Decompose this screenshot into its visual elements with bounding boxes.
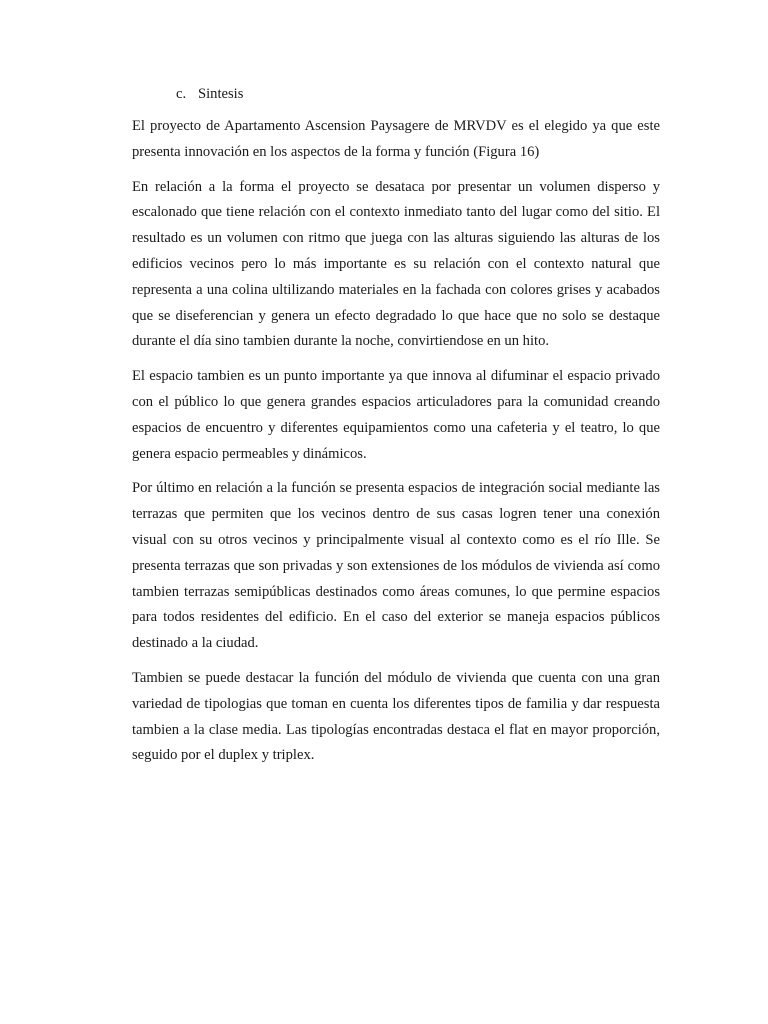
section-marker: c.	[176, 86, 187, 102]
paragraph-intro: El proyecto de Apartamento Ascension Paysagere de MRVDV es el elegido ya que este presenta innovación en los aspectos de la forma y función (Figura 16)	[132, 118, 660, 160]
page-content	[132, 84, 660, 778]
paragraph-function: Por último en relación a la función se presenta espacios de integración social mediante las terrazas que permiten que los vecinos dentro de sus casas logren tener una conexión visual con su otros vecinos y principalmente visual al contexto como es el río Ille. Se presenta terrazas que son privadas y son extensiones de los módulos de vivienda así como tambien terrazas semipúblicas destinados como áreas comunes, lo que permine espacios para todos residentes del edificio. En el caso del exterior se maneja espacios públicos destinado a la ciudad.	[132, 480, 660, 652]
paragraph-space: El espacio tambien es un punto importante ya que innova al difuminar el espacio privado con el público lo que genera grandes espacios articuladores para la comunidad creando espacios de encuentro y diferentes equipamientos como una cafeteria y el teatro, lo que genera espacio permeables y dinámicos.	[132, 368, 660, 462]
section-heading	[176, 84, 660, 104]
paragraph-typologies: Tambien se puede destacar la función del módulo de vivienda que cuenta con una gran variedad de tipologias que toman en cuenta los diferentes tipos de familia y dar respuesta tambien a la clase media. Las tipologías encontradas destaca el flat en mayor proporción, seguido por el duplex y triplex.	[132, 669, 660, 764]
paragraph-form: En relación a la forma el proyecto se desataca por presentar un volumen disperso y escalonado que tiene relación con el contexto inmediato tanto del lugar como del sitio. El resultado es un volumen con ritmo que juega con las alturas siguiendo las alturas de los edificios vecinos pero lo más importante es su relación con el contexto natural que representa a una colina ultilizando materiales en la fachada con colores grises y acabados que se diseferencian y genera un efecto degradado lo que hace que no solo se destaque durante el día sino tambien durante la noche, convirtiendose en un hito.	[132, 178, 660, 350]
section-title: Sintesis	[198, 86, 244, 102]
